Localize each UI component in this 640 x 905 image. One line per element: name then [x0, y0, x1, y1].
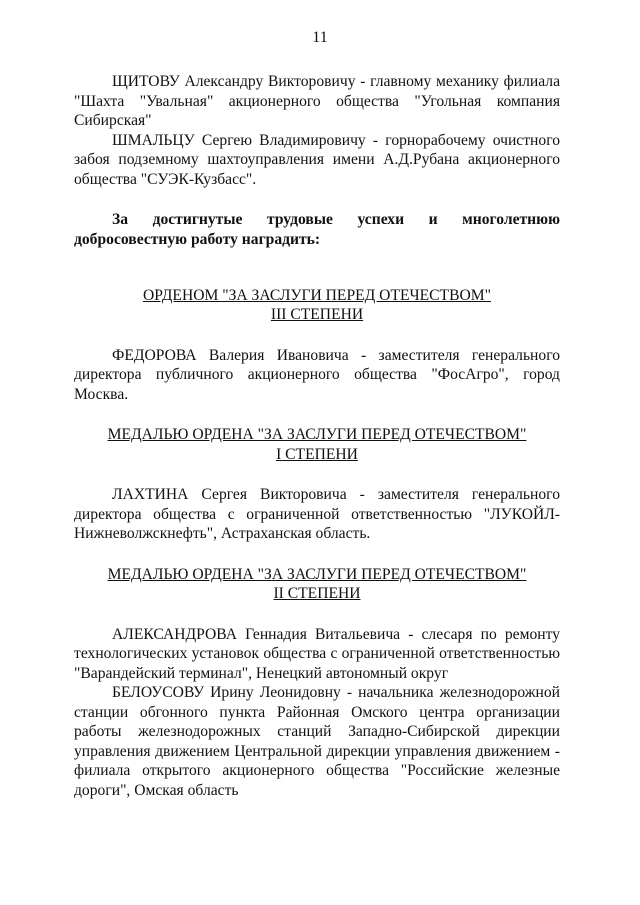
- award-paragraph: [74, 72, 560, 131]
- document-body: [74, 72, 560, 800]
- section-heading-degree: I СТЕПЕНИ: [276, 445, 358, 463]
- award-paragraph: [74, 683, 560, 800]
- page-number: 11: [312, 29, 328, 46]
- section-heading: МЕДАЛЬЮ ОРДЕНА "ЗА ЗАСЛУГИ ПЕРЕД ОТЕЧЕСТВОМ": [107, 565, 527, 583]
- award-text: ЛАХТИНА Сергея Викторовича - заместителя генерального директора общества с ограниченной ответственностью "ЛУКОЙЛ-Нижневолжскнефть", Астраханская область.: [74, 486, 560, 543]
- section-heading: МЕДАЛЬЮ ОРДЕНА "ЗА ЗАСЛУГИ ПЕРЕД ОТЕЧЕСТВОМ": [107, 426, 527, 444]
- award-text: БЕЛОУСОВУ Ирину Леонидовну - начальника железнодорожной станции обгонного пункта Районная Омского центра организации работы железнодорожных станций Западно-Сибирской дирекции управления движением Центральной дирекции управления движением - филиала открытого акционерного общества "Российские железные дороги", Омская область: [74, 684, 560, 799]
- award-text: ЩИТОВУ Александру Викторовичу - главному механику филиала "Шахта "Увальная" акционерного общества "Угольная компания Сибирская": [74, 73, 560, 129]
- award-text: ШМАЛЬЦУ Сергею Владимировичу - горнорабочему очистного забоя подземному шахтоуправления имени А.Д.Рубана акционерного общества "СУЭК-Кузбасс".: [74, 131, 560, 188]
- section-heading-degree: II СТЕПЕНИ: [273, 585, 361, 603]
- award-intro-text: За достигнутые трудовые успехи и многолетнюю добросовестную работу наградить:: [74, 211, 560, 248]
- award-text: ФЕДОРОВА Валерия Ивановича - заместителя генерального директора публичного акционерного общества "ФосАгро", город Москва.: [74, 346, 560, 403]
- award-paragraph: [74, 131, 560, 190]
- section-heading: ОРДЕНОМ "ЗА ЗАСЛУГИ ПЕРЕД ОТЕЧЕСТВОМ": [143, 286, 491, 304]
- award-intro: [74, 210, 560, 249]
- section-heading-degree: III СТЕПЕНИ: [270, 306, 364, 324]
- award-paragraph: [74, 485, 560, 544]
- award-paragraph: [74, 346, 560, 405]
- award-text: АЛЕКСАНДРОВА Геннадия Витальевича - слесаря по ремонту технологических установок общества с ограниченной ответственностью "Варандейский терминал", Ненецкий автономный округ: [74, 625, 560, 682]
- award-paragraph: [74, 625, 560, 684]
